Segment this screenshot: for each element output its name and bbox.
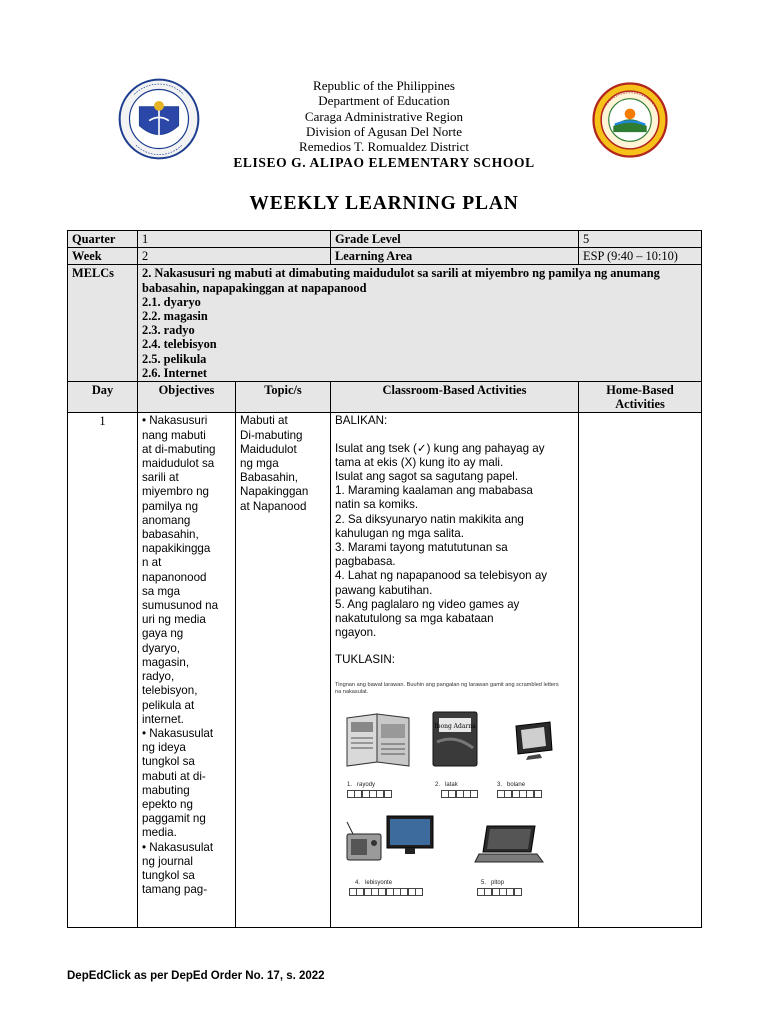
objective-line: uri ng media (142, 613, 206, 627)
objective-line: pamilya ng (142, 499, 199, 513)
objective-line: ng ideya (142, 741, 186, 755)
table-row (68, 413, 702, 928)
balikan-line: 4. Lahat ng napapanood sa telebisyon ay (335, 569, 548, 583)
objective-line: pelikula at (142, 698, 195, 712)
melcs-list (142, 295, 697, 380)
melc-item: 2.2. magasin (142, 309, 208, 324)
answer-boxes-3 (497, 790, 541, 798)
newspaper-picture (343, 710, 413, 768)
balikan-line: 5. Ang paglalaro ng video games ay (335, 597, 520, 611)
quarter-row (68, 231, 702, 248)
objective-line: media. (142, 826, 177, 840)
balikan-line: pagbabasa. (335, 555, 396, 569)
topic-line: ng mga (240, 457, 279, 471)
balikan-heading: BALIKAN: (335, 414, 388, 428)
answer-boxes-4 (349, 888, 422, 896)
objective-line: nang mabuti (142, 428, 206, 442)
objective-line: tungkol sa (142, 868, 195, 882)
grade-level-value: 5 (579, 231, 702, 248)
tuklasin-worksheet-image (335, 682, 560, 907)
book-picture (427, 708, 483, 770)
objective-line: • Nakasusulat (142, 840, 214, 854)
header-line-department: Department of Education (318, 93, 450, 109)
laptop-picture (473, 822, 547, 868)
weekly-learning-plan-table (67, 230, 702, 928)
objective-line: at di-mabuting (142, 442, 216, 456)
worksheet-item-5: 5. pltop (481, 879, 505, 886)
week-label: Week (68, 248, 138, 265)
day-cell: 1 (68, 413, 138, 928)
worksheet-item-2: 2. latak (435, 781, 458, 788)
worksheet-instruction: Tingnan ang bawat larawan. Buuhin ang pangalan ng larawan gamit ang scrambled letters na nakasulat. (335, 681, 559, 695)
objective-line: miyembro ng (142, 485, 210, 499)
melcs-row (68, 265, 702, 382)
objective-line: sarili at (142, 471, 179, 485)
col-header-classroom-activities: Classroom-Based Activities (331, 382, 579, 413)
topic-line: Di-mabuting (240, 428, 303, 442)
objectives-cell (138, 413, 236, 928)
page-title: WEEKLY LEARNING PLAN (249, 193, 519, 214)
answer-boxes-1 (347, 790, 391, 798)
balikan-line: nakatutulong sa mga kabataan (335, 612, 494, 626)
tuklasin-heading: TUKLASIN: (335, 653, 395, 667)
balikan-line: 3. Marami tayong matututunan sa (335, 541, 508, 555)
book-title-text: Ibong Adarna (434, 722, 476, 730)
objective-line: • Nakasusulat (142, 726, 214, 740)
header-line-division: Division of Agusan Del Norte (306, 123, 462, 139)
col-header-topics: Topic/s (236, 382, 331, 413)
col-header-objectives: Objectives (138, 382, 236, 413)
melc-item: 2.5. pelikula (142, 351, 207, 366)
objective-line: sumusunod na (142, 599, 219, 613)
topic-line: Babasahin, (240, 471, 299, 485)
objective-line: anomang (142, 513, 191, 527)
answer-boxes-2 (441, 790, 478, 798)
week-value: 2 (138, 248, 331, 265)
objective-line: mabuting (142, 783, 190, 797)
balikan-text (335, 442, 574, 641)
column-header-row (68, 382, 702, 413)
balikan-line: 1. Maraming kaalaman ang mababasa (335, 484, 533, 498)
header-line-region: Caraga Administrative Region (304, 108, 464, 124)
objective-line: ng journal (142, 854, 193, 868)
letterhead (0, 78, 768, 171)
header-line-district: Remedios T. Romualdez District (299, 139, 469, 155)
balikan-line: Isulat ang tsek (✓) kung ang pahayag ay (335, 441, 545, 455)
objectives-list (142, 414, 231, 897)
objective-line: tungkol sa (142, 755, 195, 769)
col-header-home-activities: Home-Based Activities (579, 382, 702, 413)
quarter-label: Quarter (68, 231, 138, 248)
melcs-content (138, 265, 702, 382)
radio-and-tv-picture (343, 812, 439, 868)
objective-line: epekto ng (142, 797, 193, 811)
topic-line: at Napanood (240, 499, 307, 513)
answer-boxes-5 (477, 888, 521, 896)
objective-line: • Nakasusuri (142, 414, 208, 428)
balikan-line: tama at ekis (X) kung ito ay mali. (335, 455, 504, 469)
quarter-value: 1 (138, 231, 331, 248)
objective-line: napakikingga (142, 542, 211, 556)
school-name: ELISEO G. ALIPAO ELEMENTARY SCHOOL (233, 155, 535, 171)
balikan-line: natin sa komiks. (335, 498, 419, 512)
footer-note: DepEdClick as per DepEd Order No. 17, s. 2022 (67, 970, 325, 982)
balikan-line: kahulugan ng mga salita. (335, 526, 464, 540)
worksheet-item-3: 3. bolane (497, 781, 526, 788)
objective-line: mabuti at di- (142, 769, 206, 783)
objective-line: magasin, (142, 655, 190, 669)
objective-line: radyo, (142, 670, 175, 684)
learning-area-value: ESP (9:40 – 10:10) (579, 248, 702, 265)
balikan-line: pawang kabutihan. (335, 583, 433, 597)
worksheet-item-4: 4. lebisyonte (355, 879, 393, 886)
objective-line: maidudulot sa (142, 457, 215, 471)
week-row (68, 248, 702, 265)
home-activities-cell (579, 413, 702, 928)
objective-line: babasahin, (142, 528, 199, 542)
topic-line: Napakinggan (240, 485, 309, 499)
objective-line: dyaryo, (142, 641, 181, 655)
balikan-line: ngayon. (335, 626, 377, 640)
objective-line: n at (142, 556, 162, 570)
melc-item: 2.1. dyaryo (142, 294, 201, 309)
topic-line: Mabuti at (240, 414, 288, 428)
objective-line: tamang pag- (142, 883, 208, 897)
balikan-line: 2. Sa diksyunaryo natin makikita ang (335, 512, 524, 526)
classroom-activities-cell (331, 413, 579, 928)
topics-cell (236, 413, 331, 928)
objective-line: sa mga (142, 584, 181, 598)
objective-line: napanonood (142, 570, 207, 584)
col-header-day: Day (68, 382, 138, 413)
worksheet-item-1: 1. rayody (347, 781, 376, 788)
balikan-line: Isulat ang sagot sa sagutang papel. (335, 470, 519, 484)
topic-line: Maidudulot (240, 442, 297, 456)
grade-level-label: Grade Level (331, 231, 579, 248)
header-line-republic: Republic of the Philippines (313, 78, 455, 93)
learning-area-label: Learning Area (331, 248, 579, 265)
objective-line: internet. (142, 712, 184, 726)
objective-line: gaya ng (142, 627, 184, 641)
objective-line: paggamit ng (142, 812, 206, 826)
melcs-label: MELCs (68, 265, 138, 382)
melc-item: 2.3. radyo (142, 323, 195, 338)
objective-line: telebisyon, (142, 684, 198, 698)
small-tv-picture (510, 716, 556, 762)
melcs-heading: 2. Nakasusuri ng mabuti at dimabuting maidudulot sa sarili at miyembro ng pamilya ng anumang babasahin, napapakinggan at napapanood (142, 266, 660, 295)
melc-item: 2.4. telebisyon (142, 337, 217, 352)
topics-list (240, 414, 326, 513)
melc-item: 2.6. Internet (142, 365, 208, 380)
